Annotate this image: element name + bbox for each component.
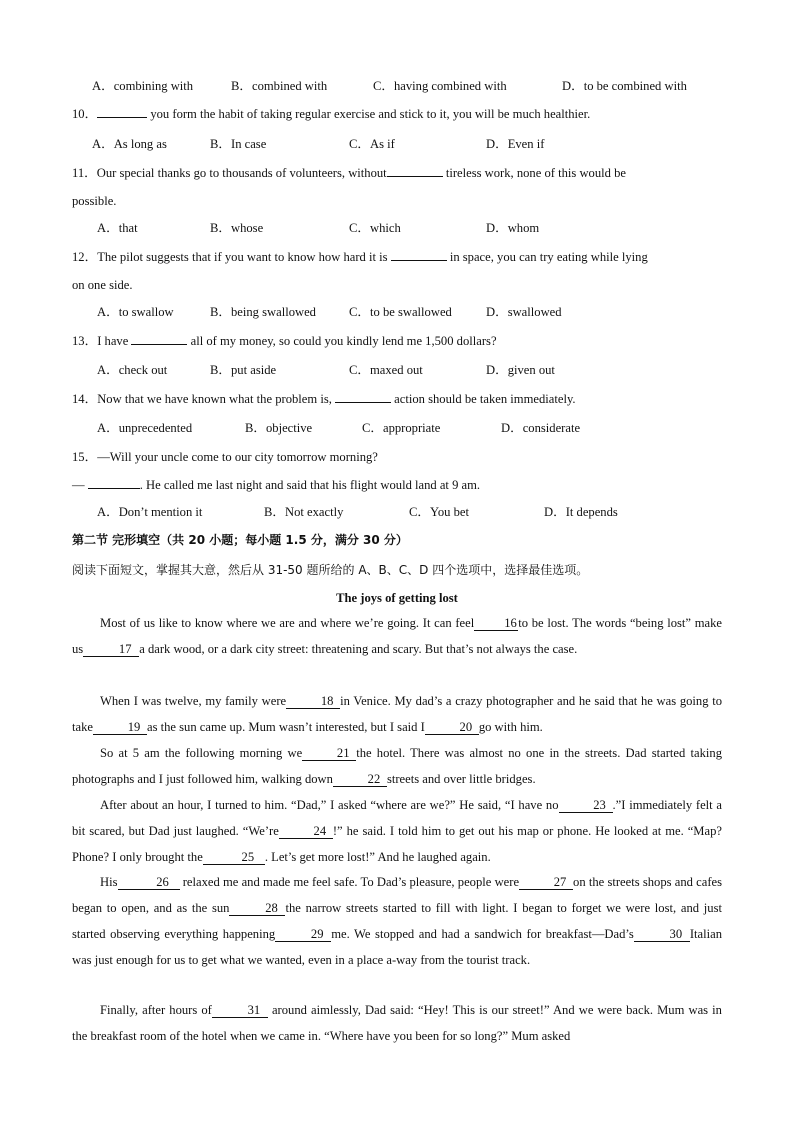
q14-options <box>0 420 794 436</box>
q11-option-a[interactable]: A．that <box>97 221 138 235</box>
q13-stem: 13．I have all of my money, so could you kindly lend me 1,500 dollars? <box>72 334 497 348</box>
q15-option-a[interactable]: A．Don’t mention it <box>97 505 203 519</box>
passage-paragraph-5: His 26 relaxed me and made me feel safe. To Dad’s pleasure, people were 27 on the streets shops and cafes began to open, and as the sun 28 the narrow streets started to fill with light. I began to forget we were lost, and just started observing everything happening 29 me. We stopped and had a sandwich for breakfast—Dad’s 30 Italian was just enough for us to get what we wanted, even in a place a-way from the tourist track. <box>72 875 723 967</box>
passage-paragraph-6: Finally, after hours of 31 around aimlessly, Dad said: “Hey! This is our street!” And we were back. Mum was in the breakfast room of the hotel when we came in. “Where have you been for so long?” Mum asked <box>72 1003 722 1043</box>
q10-blank <box>97 117 147 118</box>
q10-option-c[interactable]: C．As if <box>349 137 395 151</box>
blank-30: 30 <box>634 927 690 942</box>
q11-stem-line2: possible. <box>72 194 117 208</box>
q13-option-d[interactable]: D．given out <box>486 363 555 377</box>
q10-options <box>0 136 794 152</box>
blank-16: 16 <box>474 616 518 631</box>
q13-option-b[interactable]: B．put aside <box>210 363 277 377</box>
q12-blank <box>391 260 447 261</box>
q12-stem-line1: 12．The pilot suggests that if you want to know how hard it is in space, you can try eating while lying <box>72 250 648 264</box>
q15-stem-line1: 15．—Will your uncle come to our city tomorrow morning? <box>72 450 378 464</box>
q13-option-a[interactable]: A．check out <box>97 363 168 377</box>
blank-28: 28 <box>229 901 285 916</box>
q9-options <box>0 78 794 94</box>
q14-option-d[interactable]: D．considerate <box>501 421 581 435</box>
passage-paragraph-3: So at 5 am the following morning we 21 the hotel. There was almost no one in the streets. Dad started taking photographs and I just followed him, walking down 22 streets and over little bridges. <box>72 746 722 786</box>
q9-option-c[interactable]: C．having combined with <box>373 79 507 93</box>
q13-blank <box>131 344 187 345</box>
q12-stem-line2: on one side. <box>72 278 133 292</box>
q13-options <box>0 362 794 378</box>
section2-heading: 第二节 完形填空（共 20 小题；每小题 1.5 分，满分 30 分） <box>72 533 408 547</box>
passage-paragraph-2: When I was twelve, my family were 18 in Venice. My dad’s a crazy photographer and he said that he was going to take 19 as the sun came up. Mum wasn’t interested, but I said I 20 go with him. <box>72 694 722 734</box>
q12-options <box>0 304 794 320</box>
blank-26: 26 <box>118 875 180 890</box>
q14-option-a[interactable]: A．unprecedented <box>97 421 193 435</box>
blank-27: 27 <box>519 875 573 890</box>
blank-17: 17 <box>83 642 139 657</box>
q14-option-b[interactable]: B．objective <box>245 421 313 435</box>
blank-20: 20 <box>425 720 479 735</box>
q13-option-c[interactable]: C．maxed out <box>349 363 423 377</box>
q12-option-b[interactable]: B．being swallowed <box>210 305 316 319</box>
q11-option-c[interactable]: C．which <box>349 221 401 235</box>
q11-option-d[interactable]: D．whom <box>486 221 540 235</box>
q10-option-d[interactable]: D．Even if <box>486 137 545 151</box>
blank-24: 24 <box>279 824 333 839</box>
q12-option-d[interactable]: D．swallowed <box>486 305 562 319</box>
passage-title: The joys of getting lost <box>336 591 458 605</box>
q11-options <box>0 220 794 236</box>
blank-22: 22 <box>333 772 387 787</box>
blank-18: 18 <box>286 694 340 709</box>
blank-23: 23 <box>559 798 613 813</box>
q9-option-a[interactable]: A．combining with <box>92 79 194 93</box>
q15-blank <box>88 488 140 489</box>
q12-option-c[interactable]: C．to be swallowed <box>349 305 452 319</box>
q11-stem-line1: 11．Our special thanks go to thousands of volunteers, without tireless work, none of this would be <box>72 166 626 180</box>
q15-option-c[interactable]: C．You bet <box>409 505 469 519</box>
q15-option-d[interactable]: D．It depends <box>544 505 618 519</box>
q10-option-b[interactable]: B．In case <box>210 137 267 151</box>
q14-stem: 14．Now that we have known what the problem is, action should be taken immediately. <box>72 392 576 406</box>
q11-option-b[interactable]: B．whose <box>210 221 264 235</box>
q9-option-d[interactable]: D．to be combined with <box>562 79 687 93</box>
section2-instruction: 阅读下面短文，掌握其大意，然后从 31-50 题所给的 A、B、C、D 四个选项中，选择最佳选项。 <box>72 563 589 577</box>
blank-19: 19 <box>93 720 147 735</box>
passage-paragraph-4: After about an hour, I turned to him. “Dad,” I asked “where are we?” He said, “I have no 23 .”I immediately felt a bit scared, but Dad just laughed. “We’re 24 !” he said. I told him to get out his map or phone. He looked at me. “Map? Phone? I only brought the 25 . Let’s get more lost!” And he laughed again. <box>72 798 723 864</box>
q10-stem: 10． you form the habit of taking regular exercise and stick to it, you will be much healthier. <box>72 107 591 121</box>
q15-options <box>0 504 794 520</box>
passage-paragraph-1: Most of us like to know where we are and where we’re going. It can feel 16to be lost. The words “being lost” make us 17 a dark wood, or a dark city street: threatening and scary. But that’s not always the case. <box>72 616 722 656</box>
q12-option-a[interactable]: A．to swallow <box>97 305 174 319</box>
q14-option-c[interactable]: C．appropriate <box>362 421 441 435</box>
q10-option-a[interactable]: A．As long as <box>92 137 167 151</box>
q15-stem-line2: — . He called me last night and said that his flight would land at 9 am. <box>72 478 481 492</box>
blank-31: 31 <box>212 1003 268 1018</box>
q11-blank <box>387 176 443 177</box>
blank-25: 25 <box>203 850 265 865</box>
q14-blank <box>335 402 391 403</box>
blank-29: 29 <box>275 927 331 942</box>
q15-option-b[interactable]: B．Not exactly <box>264 505 344 519</box>
blank-21: 21 <box>302 746 356 761</box>
q9-option-b[interactable]: B．combined with <box>231 79 328 93</box>
